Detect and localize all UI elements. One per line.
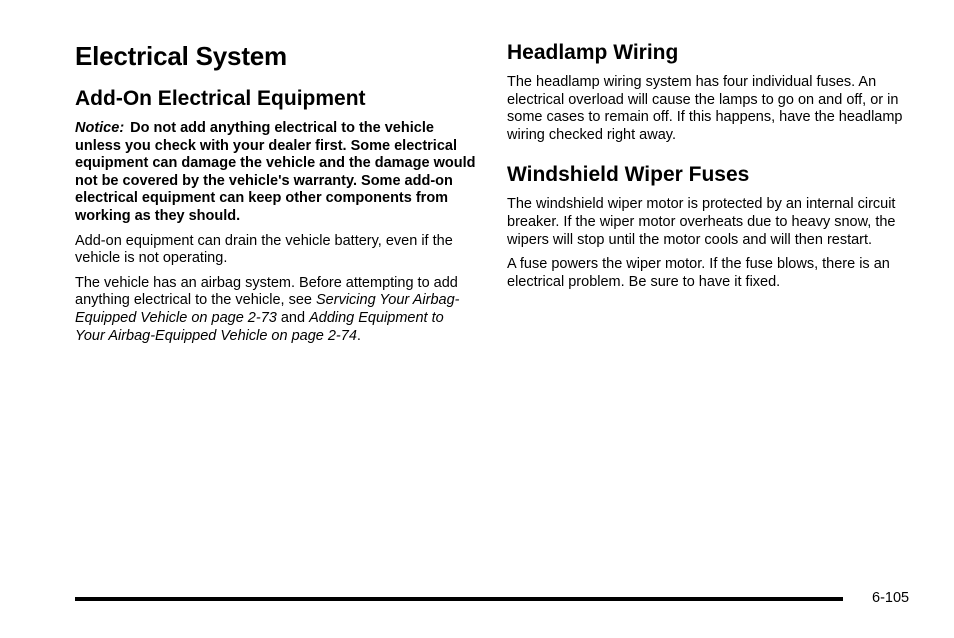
- notice-text: Do not add anything electrical to the vehicle unless you check with your dealer first. Some electrical equipment can damage the vehicle and the damage would not be covered by the vehicle's warranty. Some add-on electrical equipment can keep other components from working as they should.: [75, 120, 476, 224]
- headlamp-paragraph: The headlamp wiring system has four individual fuses. An electrical overload will cause the lamps to go on and off, or in some cases to remain off. If this happens, have the headlamp wiring checked right away.: [507, 74, 903, 143]
- airbag-text-end: .: [356, 327, 361, 344]
- section-heading-wiper: Windshield Wiper Fuses: [507, 163, 750, 187]
- notice-label: Notice:: [75, 120, 125, 136]
- page-title: Electrical System: [75, 41, 287, 71]
- body-paragraph: Add-on equipment can drain the vehicle battery, even if the vehicle is not operating.: [75, 232, 453, 267]
- cross-reference-adding-equipment[interactable]: Adding Equipment to Your Airbag-Equipped Vehicle on page 2-74: [75, 309, 444, 344]
- notice-paragraph: [75, 120, 477, 226]
- right-column: [507, 40, 909, 298]
- wiper-paragraph-1: The windshield wiper motor is protected by an internal circuit breaker. If the wiper motor overheats due to heavy snow, the wipers will stop until the motor cools and will then restart.: [507, 196, 896, 248]
- page-number: 6-105: [872, 590, 910, 606]
- cross-reference-servicing[interactable]: Servicing Your Airbag-Equipped Vehicle on page 2-73: [75, 292, 460, 326]
- airbag-paragraph: [75, 275, 477, 345]
- section-heading-add-on: Add-On Electrical Equipment: [75, 87, 366, 110]
- wiper-paragraph-2: A fuse powers the wiper motor. If the fuse blows, there is an electrical problem. Be sure to have it fixed.: [507, 256, 890, 290]
- left-column: [75, 40, 477, 352]
- section-heading-headlamp: Headlamp Wiring: [507, 41, 679, 64]
- airbag-text-mid: and: [276, 309, 310, 326]
- footer-rule: [75, 597, 843, 601]
- airbag-text-start: The vehicle has an airbag system. Before attempting to add anything electrical to the vehicle, see: [75, 274, 458, 309]
